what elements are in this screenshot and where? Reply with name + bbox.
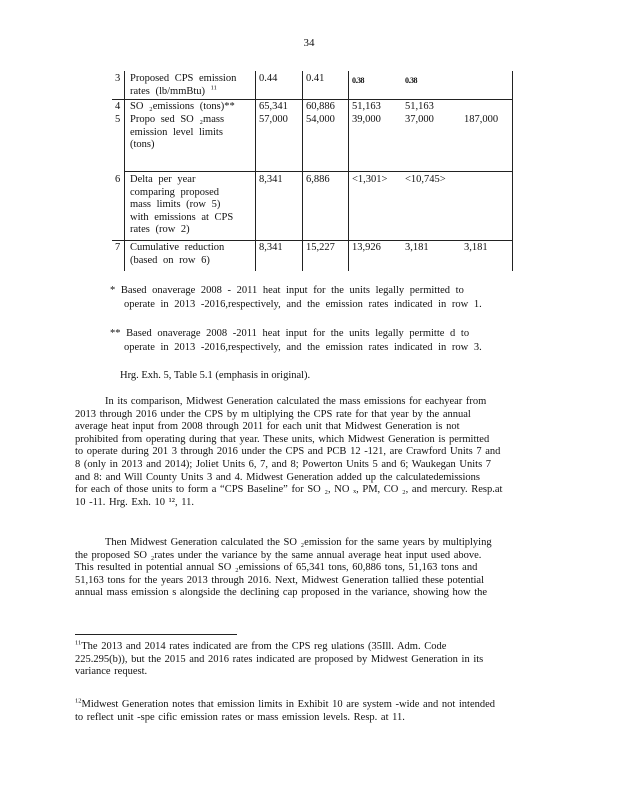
table-row-rule [112,99,512,100]
cell-2016: <10,745> [405,174,446,185]
row-description-line: rates (lb/mmBtu) $^{11}$ [130,84,217,97]
row-description-line: Propo sed SO ₂mass [130,114,225,125]
cell-2014: 54,000 [306,114,335,125]
cell-2016: 3,181 [405,242,429,253]
row-number: 3 [115,73,121,84]
row-description-line: rates (row 2) [130,224,190,235]
footnote-12: $^{12}$Midwest Generation notes that emission limits in Exhibit 10 are system -wide and not intended to reflect unit -spe cific emission rates or mass emission levels. Resp. at 11. [75,697,496,723]
cell-total: 187,000 [464,114,499,125]
row-number: 6 [115,174,121,185]
row-description-line: comparing proposed [130,186,220,198]
page-number: 34 [303,37,315,49]
row-number: 4 [115,101,121,112]
row-description: SO ₂emissions (tons)** [130,101,235,112]
row-description-line: (based on row 6) [130,254,210,266]
footnote-mark: 11 [75,639,82,647]
cell-2013: 8,341 [259,174,283,185]
row-number: 5 [115,114,121,125]
cell-2015: <1,301> [352,174,388,185]
row-description-line: (tons) [130,139,155,150]
cell-2015: 39,000 [352,114,381,125]
row-description-line: with emissions at CPS [130,211,234,223]
table-note-double-star: ** Based onaverage 2008 -2011 heat input for the units legally permitte d to operate in 2013 -2016,respectively, and the emission rates indicated in row 3. [110,328,482,353]
cell-2014: 60,886 [306,101,335,112]
cell-2013: 8,341 [259,242,283,253]
cell-2014: 6,886 [306,174,330,185]
table-col-rule [512,71,513,271]
cell-total: 3,181 [464,242,488,253]
cell-2015: 13,926 [352,242,381,253]
row-description-line: emission level limits [130,126,223,138]
footnote-mark: 12 [75,697,82,705]
table-citation: Hrg. Exh. 5, Table 5.1 (emphasis in original). [120,370,311,381]
table-row-rule [112,240,512,241]
row-description-line: Proposed CPS emission [130,73,237,84]
row-description-line: mass limits (row 5) [130,199,221,210]
body-paragraph-so2-calculation: Then Midwest Generation calculated the SO ₂emission for the same years by multiplying the proposed SO ₂rates under the variance by the same annual average heat input used above. This resulted in potential annual SO ₂emissions of 65,341 tons, 60,886 tons, 51,163 tons and 51,163 tons for the years 2013 through 2016. Next, Midwest Generation tallied these potential annual mass emission s alongside the declining cap proposed in the variance, showing how the [75,537,492,599]
row-description-line: Delta per year [130,174,196,185]
emissions-table [112,71,512,271]
table-row-rule [124,171,512,172]
footnote-ref: 11 [210,84,217,91]
footnote-11: $^{11}$The 2013 and 2014 rates indicated are from the CPS reg ulations (35Ill. Adm. Code 225.295(b)), but the 2015 and 2016 rates indicated are proposed by Midwest Generation in its variance request. [75,639,484,678]
cell-2015: 0.38 [352,76,364,85]
cell-2013: 65,341 [259,101,288,112]
cell-2013: 57,000 [259,114,288,125]
row-description [130,242,242,267]
footnote-separator [75,634,237,635]
cell-2014: 0.41 [306,73,325,84]
cell-2013: 0.44 [259,73,278,84]
table-note-single-star: * Based onaverage 2008 - 2011 heat input for the units legally permitted to operate in 2013 -2016,respectively, and the emission rates indicated in row 1. [110,285,482,310]
cell-2014: 15,227 [306,242,335,253]
row-description-line: Cumulative reduction [130,242,225,253]
row-description [130,174,255,237]
row-description [130,73,242,98]
cell-2015: 51,163 [352,101,381,112]
body-paragraph-comparison: In its comparison, Midwest Generation calculated the mass emissions for eachyear from 2013 through 2016 under the CPS by m ultiplying the CPS rate for that year by the annual average heat input from 2008 through 2011 for each unit that Midwest Generation is not prohibited from operating during that year. These units, which Midwest Generation is permitted to operate during 201 3 through 2016 under the CPS and PCB 12 -121, are Crawford Units 7 and 8 (only in 2013 and 2014); Joliet Units 6, 7, and 8; Powerton Units 5 and 6; Waukegan Units 7 and 8: and Will County Units 3 and 4. Midwest Generation added up the calculatedemissions for each of those units to form a “CPS Baseline” for SO ₂, NO ₓ, PM, CO ₂, and mercury. Resp.at 10 -11. Hrg. Exh. 10 ¹², 11. [75,396,503,508]
row-description [130,114,242,152]
row-number: 7 [115,242,121,253]
cell-2016: 51,163 [405,101,434,112]
cell-2016: 0.38 [405,76,417,85]
cell-2016: 37,000 [405,114,434,125]
